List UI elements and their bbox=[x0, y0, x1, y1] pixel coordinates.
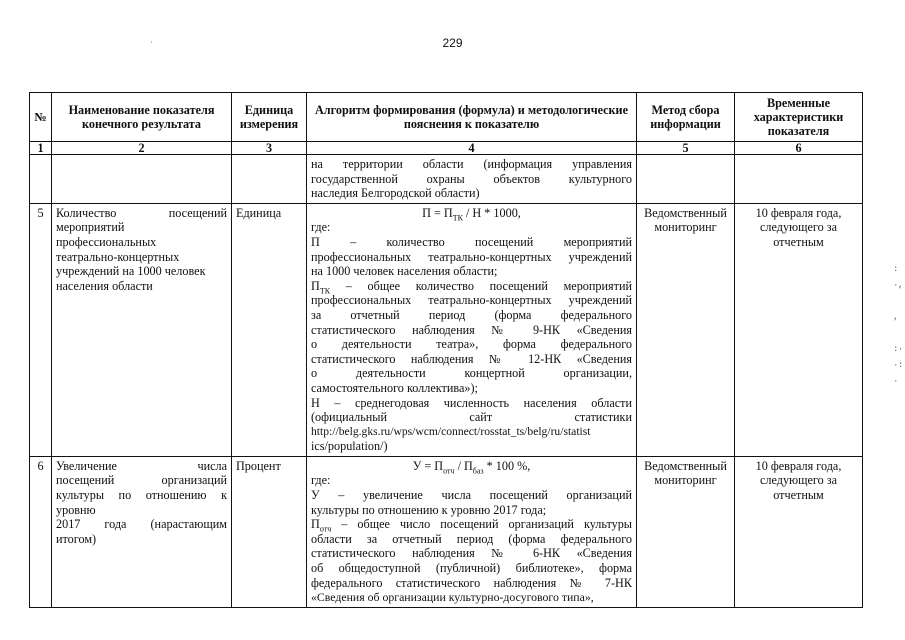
continuation-text: на территории области (информация управления государственной охраны объектов культурного наследия Белгородской области) bbox=[307, 155, 637, 204]
unit: Процент bbox=[232, 456, 307, 607]
formula: $У = П_{отч} / П_{баз} * 100$ %, bbox=[412, 458, 531, 476]
header-unit: Единица измерения bbox=[232, 93, 307, 142]
col-number: 5 bbox=[637, 142, 735, 155]
scan-marks: : ·, , :· ·: · bbox=[893, 265, 903, 386]
collection-method: Ведомственный мониторинг bbox=[637, 203, 735, 456]
timing: 10 февраля года, следующего за отчетным bbox=[735, 203, 863, 456]
algorithm: $У = П_{отч} / П_{баз} * 100$ %, где: У – увеличение числа посещений организаций культуры по отношению к уровню 2017 года; $П_{отч}$ – общее число посещений организаций культуры области за отчетный период (форма федерального статистического наблюдения № 6-НК «Сведения об общедоступной (публичной) библиотеке», форма федерального статистического наблюдения № 7-НК «Сведения об организации культурно-досугового типа», bbox=[307, 456, 637, 607]
stat-url: http://belg.gks.ru/wps/wcm/connect/rosstat_ts/belg/ru/statist bbox=[311, 424, 591, 438]
col-number: 6 bbox=[735, 142, 863, 155]
collection-method: Ведомственный мониторинг bbox=[637, 456, 735, 607]
unit: Единица bbox=[232, 203, 307, 456]
indicators-table bbox=[29, 92, 863, 608]
timing: 10 февраля года, следующего за отчетным bbox=[735, 456, 863, 607]
row-number: 5 bbox=[30, 203, 52, 456]
indicator-name: Увеличение числа посещений организаций культуры по отношению к уровню 2017 года (нарастающим итогом) bbox=[52, 456, 232, 607]
header-timing: Временные характеристики показателя bbox=[735, 93, 863, 142]
indicator-name: Количество посещений мероприятий профессиональных театрально-концертных учреждений на 1000 человек населения области bbox=[52, 203, 232, 456]
continuation-row bbox=[30, 155, 863, 204]
table-row bbox=[30, 456, 863, 607]
col-number: 1 bbox=[30, 142, 52, 155]
header-num: № bbox=[30, 93, 52, 142]
table-row bbox=[30, 203, 863, 456]
header-method: Метод сбора информации bbox=[637, 93, 735, 142]
header-algorithm: Алгоритм формирования (формула) и методологические пояснения к показателю bbox=[307, 93, 637, 142]
algorithm: $П = П_{ТК} / Н * 1000$, где: П – количество посещений мероприятий профессиональных театрально-концертных учреждений на 1000 человек населения области; $П_{ТК}$ – общее количество посещений мероприятий профессиональных театрально-концертных учреждений за отчетный период (форма федерального статистического наблюдения № 9-НК «Сведения о деятельности театра», форма федерального статистического наблюдения № 12-НК «Сведения о деятельности концертной организации, самостоятельного коллектива»); Н – среднегодовая численность населения области (официальный сайт статистики http://belg.gks.ru/wps/wcm/connect/rosstat_ts/belg/ru/statist ics/population/) bbox=[307, 203, 637, 456]
header-name: Наименование показателя конечного результата bbox=[52, 93, 232, 142]
col-number: 4 bbox=[307, 142, 637, 155]
column-numbers-row bbox=[30, 142, 863, 155]
header-row bbox=[30, 93, 863, 142]
col-number: 3 bbox=[232, 142, 307, 155]
page-number: 229 bbox=[442, 36, 463, 50]
scan-speck: · bbox=[150, 38, 153, 47]
col-number: 2 bbox=[52, 142, 232, 155]
formula: $П = П_{ТК} / Н * 1000$, bbox=[422, 205, 521, 223]
row-number: 6 bbox=[30, 456, 52, 607]
